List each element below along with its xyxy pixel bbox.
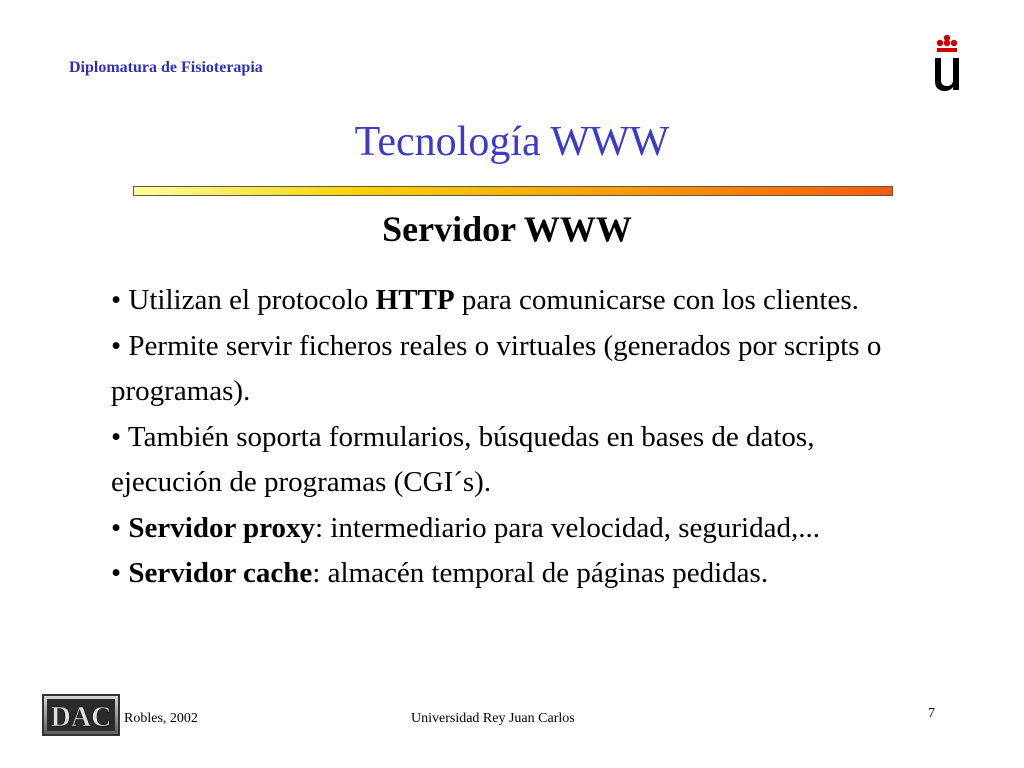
bullet-item: [111, 324, 911, 415]
bullet-marker: •: [111, 557, 129, 589]
university-logo-icon: [927, 34, 967, 96]
bullet-text: : intermediario para velocidad, seguridad,...: [315, 511, 820, 544]
bullet-item: [111, 506, 911, 552]
bullet-item: [111, 551, 911, 597]
dac-logo-icon: [42, 694, 120, 736]
bullet-list: [111, 278, 911, 597]
bullet-marker: •: [111, 284, 129, 316]
bullet-item: [111, 278, 911, 324]
dac-logo-text: DAC: [50, 702, 112, 733]
footer-author: Robles, 2002: [124, 711, 198, 726]
bullet-text: : almacén temporal de páginas pedidas.: [312, 557, 769, 589]
bullet-item: [111, 415, 911, 506]
footer-university: Universidad Rey Juan Carlos: [411, 711, 575, 726]
title-underline-bar: [133, 186, 893, 196]
bullet-bold-text: Servidor proxy: [128, 511, 316, 544]
course-header: Diplomatura de Fisioterapia: [69, 59, 263, 76]
bullet-text: para comunicarse con los clientes.: [454, 284, 859, 316]
slide-title: Tecnología WWW: [354, 119, 670, 165]
bullet-text: Utilizan el protocolo: [128, 284, 376, 316]
page-number: 7: [928, 706, 935, 721]
bullet-marker: •: [111, 420, 128, 453]
bullet-marker: •: [111, 329, 129, 362]
bullet-bold-text: HTTP: [375, 284, 455, 316]
bullet-text: También soporta formularios, búsquedas en bases de datos, ejecución de programas (CGI´s).: [111, 420, 815, 498]
bullet-bold-text: Servidor cache: [128, 557, 313, 589]
slide-subtitle: Servidor WWW: [382, 209, 632, 249]
bullet-text: Permite servir ficheros reales o virtuales (generados por scripts o programas).: [111, 329, 882, 407]
bullet-marker: •: [111, 511, 129, 544]
